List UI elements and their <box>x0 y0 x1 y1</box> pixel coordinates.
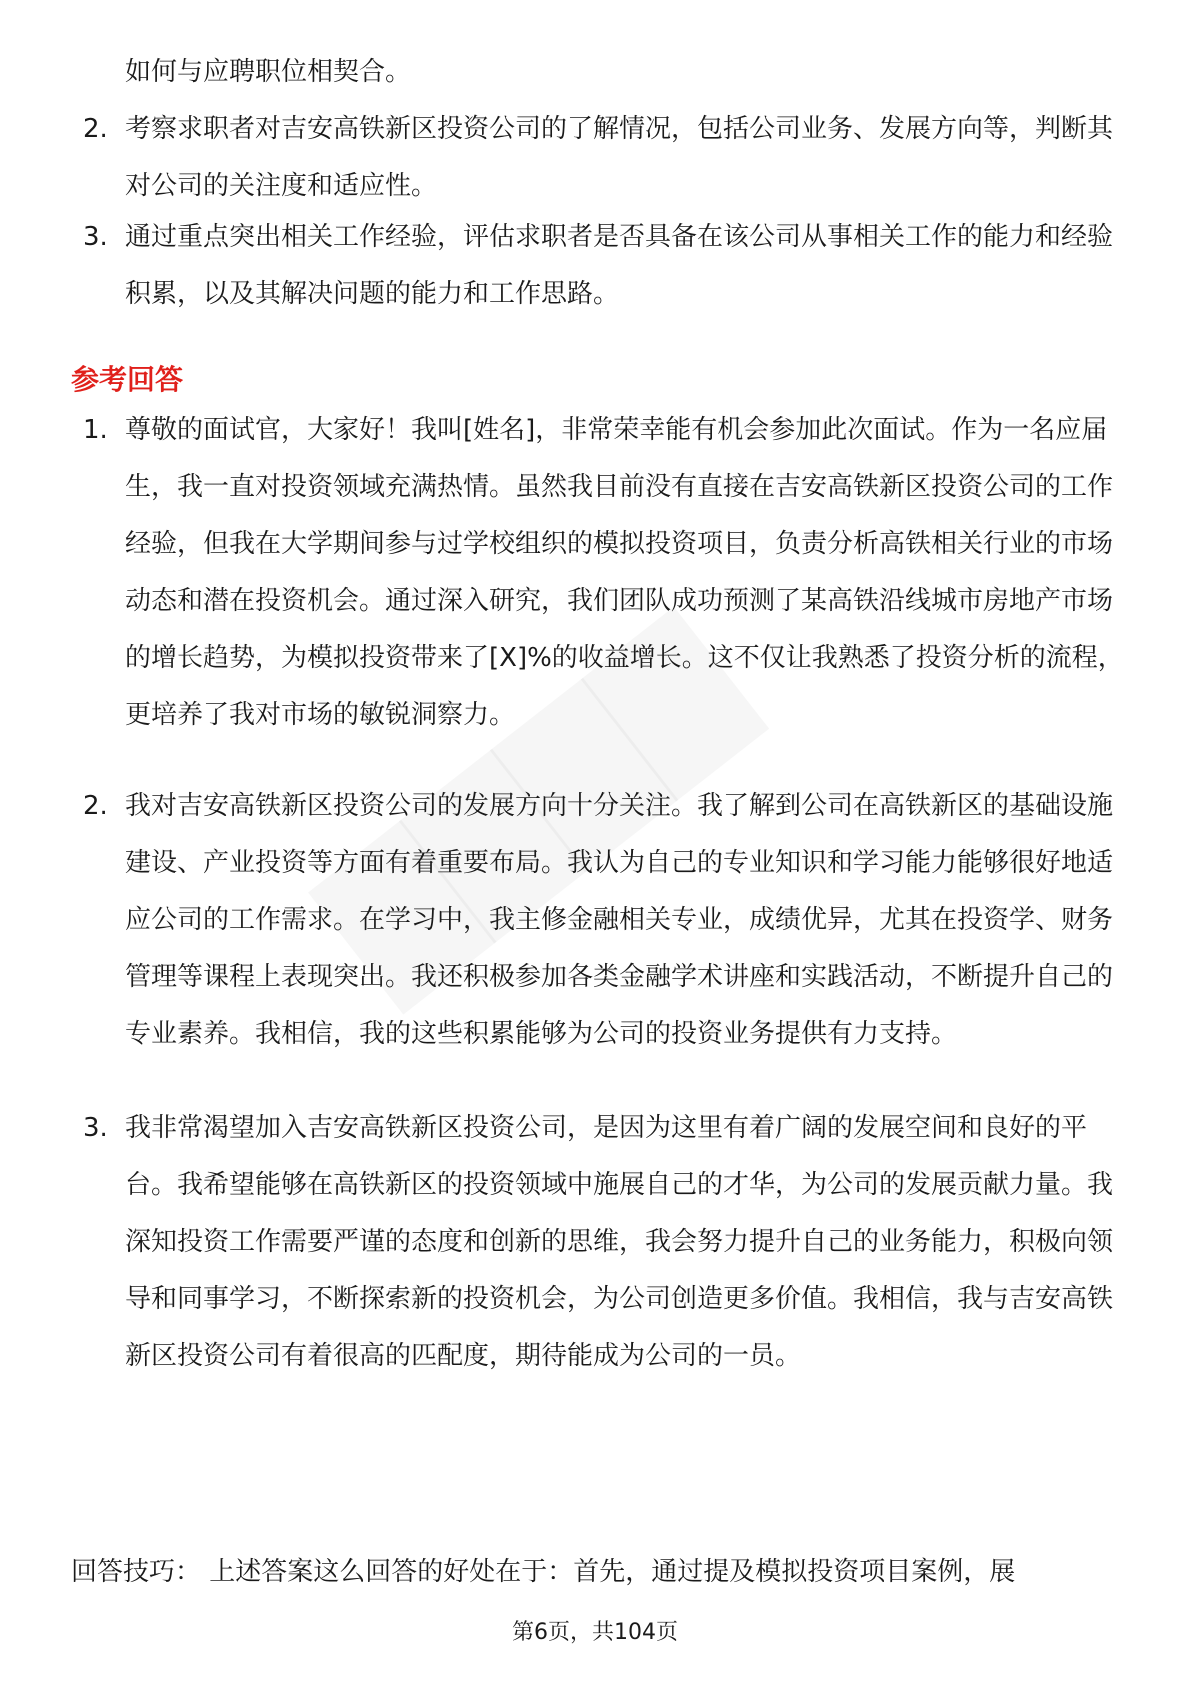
answer-number-1: 1. <box>83 415 108 445</box>
answer-3: 我非常渴望加入吉安高铁新区投资公司，是因为这里有着广阔的发展空间和良好的平台。我希望能够在高铁新区的投资领域中施展自己的才华，为公司的发展贡献力量。我深知投资工作需要严谨的态度和创新的思维，我会努力提升自己的业务能力，积极向领导和同事学习，不断探索新的投资机会，为公司创造更多价值。我相信，我与吉安高铁新区投资公司有着很高的匹配度，期待能成为公司的一员。 <box>125 1113 1114 1371</box>
answer-number-3: 3. <box>83 1113 108 1143</box>
answer-1: 尊敬的面试官，大家好！我叫[姓名]，非常荣幸能有机会参加此次面试。作为一名应届生，我一直对投资领域充满热情。虽然我目前没有直接在吉安高铁新区投资公司的工作经验，但我在大学期间参与过学校组织的模拟投资项目，负责分析高铁相关行业的市场动态和潜在投资机会。通过深入研究，我们团队成功预测了某高铁沿线城市房地产市场的增长趋势，为模拟投资带来了[X]%的收益增长。这不仅让我熟悉了投资分析的流程，更培养了我对市场的敏锐洞察力。 <box>125 415 1124 730</box>
list-number-3: 3. <box>83 222 108 252</box>
answer-number-2: 2. <box>83 791 108 821</box>
list-item-3: 通过重点突出相关工作经验，评估求职者是否具备在该公司从事相关工作的能力和经验积累，以及其解决问题的能力和工作思路。 <box>125 222 1114 309</box>
list-item-1-tail: 如何与应聘职位相契合。 <box>125 57 412 87</box>
list-number-2: 2. <box>83 114 108 144</box>
list-item-2: 考察求职者对吉安高铁新区投资公司的了解情况，包括公司业务、发展方向等，判断其对公司的关注度和适应性。 <box>125 114 1114 201</box>
page-footer: 第6页，共104页 <box>512 1620 678 1645</box>
answer-2: 我对吉安高铁新区投资公司的发展方向十分关注。我了解到公司在高铁新区的基础设施建设、产业投资等方面有着重要布局。我认为自己的专业知识和学习能力能够很好地适应公司的工作需求。在学习中，我主修金融相关专业，成绩优异，尤其在投资学、财务管理等课程上表现突出。我还积极参加各类金融学术讲座和实践活动，不断提升自己的专业素养。我相信，我的这些积累能够为公司的投资业务提供有力支持。 <box>125 791 1114 1049</box>
section-title: 参考回答 <box>71 363 184 396</box>
answer-tip: 回答技巧： 上述答案这么回答的好处在于：首先，通过提及模拟投资项目案例，展 <box>71 1557 1016 1587</box>
